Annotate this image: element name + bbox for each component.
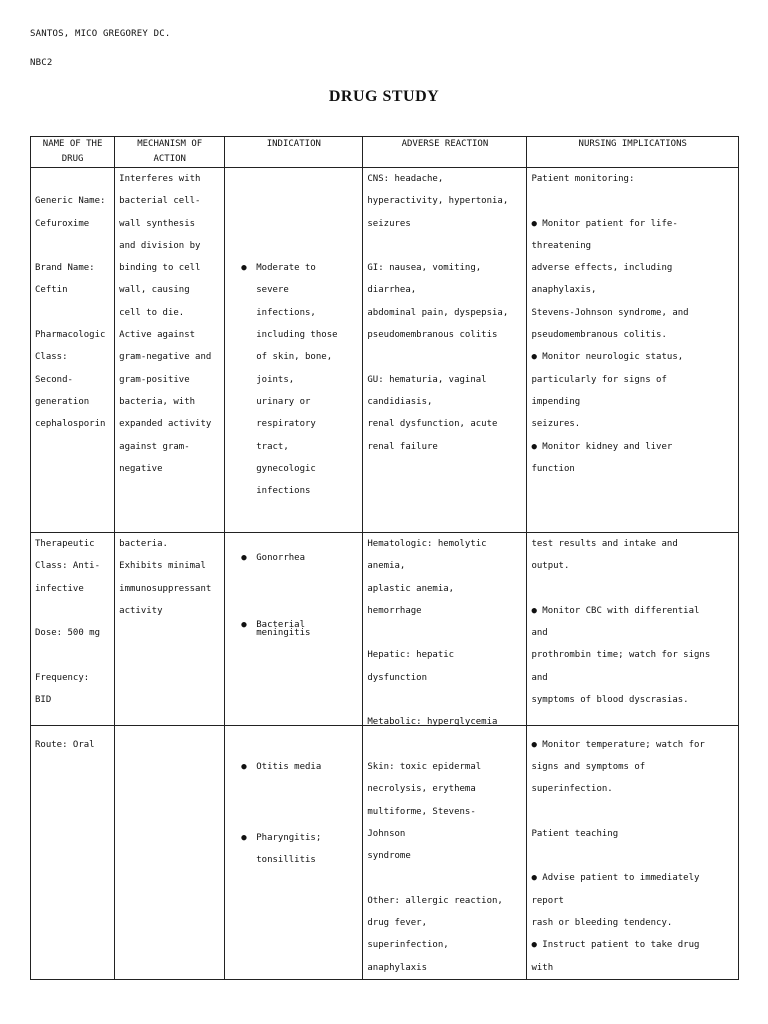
indication-item [229,756,358,778]
indication-item [229,257,358,502]
bullet-icon: ● [241,619,247,630]
mechanism-cell: Interferes with bacterial cell- wall synthesis and division by binding to cell wall, causing cell to die. Active against gram-negative and gram-positive bacteria, with expanded activity against gram- negative [115,168,225,726]
table-row [31,533,739,980]
adverse-reaction-cell: CNS: headache, hyperactivity, hypertonia, seizures GI: nausea, vomiting, diarrhea, abdominal pain, dyspepsia, pseudomembranous colitis GU: hematuria, vaginal candidiasis, renal dysfunction, acute renal failure [363,168,527,726]
spacer [229,689,358,711]
mechanism-cell: bacteria. Exhibits minimal immunosuppressant activity [115,533,225,980]
bullet-icon: ● [241,263,247,274]
indication-text: Pharyngitis; tonsillitis [256,832,322,866]
student-name: SANTOS, MICO GREGOREY DC. [30,29,171,39]
indication-text: Bacterial [256,619,306,630]
indication-continued [229,619,358,644]
bullet-icon: ● [241,761,247,772]
drug-name-cell: Therapeutic Class: Anti- infective Dose: 500 mg Frequency: BID Route: Oral [31,533,115,980]
indication-text: Moderate to severe infections, including those of skin, bone, joints, urinary or respiratory tract, gynecologic infections [256,263,338,497]
column-header-name: NAME OF THE DRUG [31,137,115,168]
column-header-indication: INDICATION [225,137,363,168]
drug-name-cell: Generic Name: Cefuroxime Brand Name: Ceftin Pharmacologic Class: Second- generation cephalosporin [31,168,115,726]
indication-text: Gonorrhea [256,553,306,564]
bullet-icon: ● [241,832,247,843]
page-title: DRUG STUDY [328,88,440,105]
column-header-adverse-reaction: ADVERSE REACTION [363,137,527,168]
nursing-implications-cell: test results and intake and output. ● Monitor CBC with differential and prothrombin time; watch for signs and symptoms of blood dyscrasias. ● Monitor temperature; watch for signs and symptoms of superinfection. Patient teaching ● Advise patient to immediately report rash or bleeding tendency. ● Instruct patient to take drug with [527,533,739,980]
adverse-reaction-cell: Hematologic: hemolytic anemia, aplastic anemia, hemorrhage Hepatic: hepatic dysfunction Metabolic: hyperglycemia Skin: toxic epidermal necrolysis, erythema multiforme, Stevens- Johnson syndrome Other: allergic reaction, drug fever, superinfection, anaphylaxis [363,533,527,980]
column-header-mechanism: MECHANISM OF ACTION [115,137,225,168]
indication-text: meningitis [256,628,311,639]
column-header-nursing-implications: NURSING IMPLICATIONS [527,137,739,168]
indication-text: Otitis media [256,761,322,772]
table-header-row [31,137,739,168]
section-label: NBC2 [30,58,53,68]
bullet-icon: ● [241,553,247,564]
nursing-implications-cell: Patient monitoring: ● Monitor patient for life- threatening adverse effects, including anaphylaxis, Stevens-Johnson syndrome, and pseudomembranous colitis. ● Monitor neurologic status, particularly for signs of impending seizures. ● Monitor kidney and liver function [527,168,739,726]
indication-item [229,827,358,872]
drug-study-table-part-2 [30,532,739,980]
indication-cell [225,533,363,980]
